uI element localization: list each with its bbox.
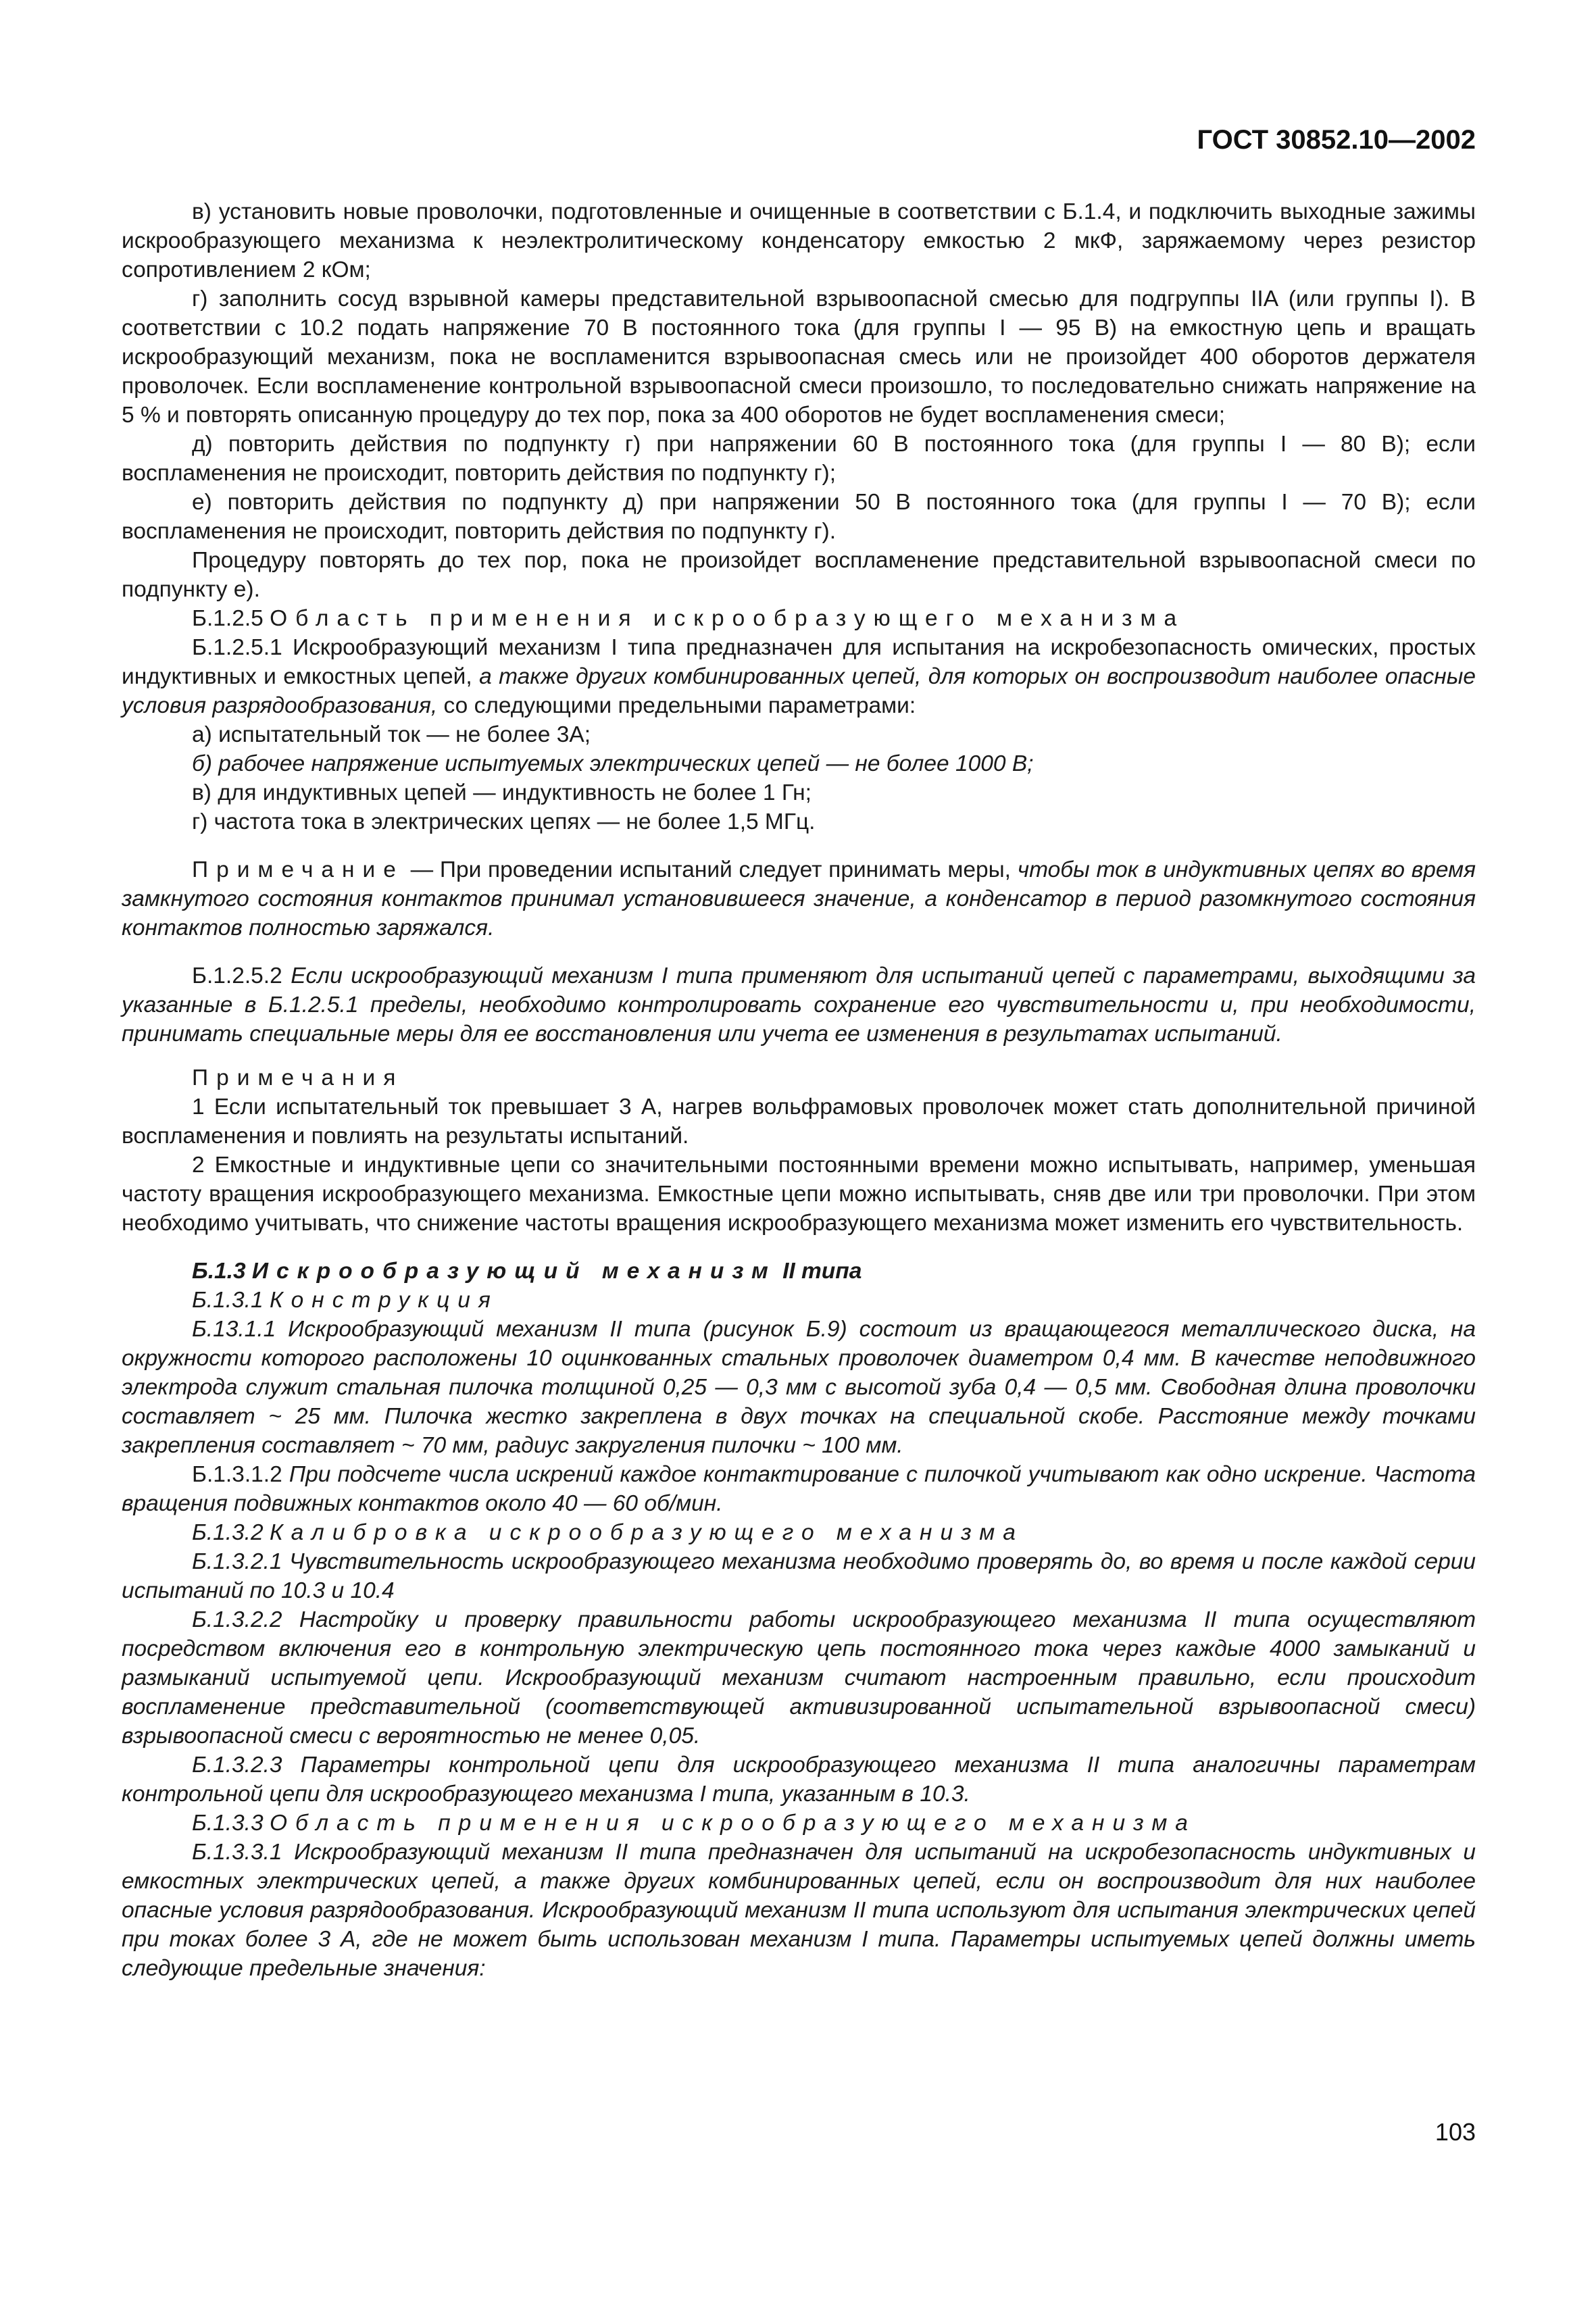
subsection-heading (122, 1518, 1476, 1547)
subsection-heading (122, 1286, 1476, 1315)
list-item: б) рабочее напряжение испытуемых электрических цепей — не более 1000 В; (192, 751, 1034, 776)
section-title: Область применения искрообразующего механизма (269, 1811, 1196, 1836)
paragraph: Б.13.1.1 Искрообразующий механизм II типа (рисунок Б.9) состоит из вращающегося металлического диска, на окружности которого расположены 10 оцинкованных стальных проволочек диаметром 0,4 мм. В качестве неподвижного электрода служит стальная пилочка толщиной 0,25 — 0,3 мм с высотой зуба 0,4 — 0,5 мм. Свободная длина проволочки составляет ~ 25 мм. Пилочка жестко закреплена в двух точках на специальной скобе. Расстояние между точками закрепления составляет ~ 70 мм, радиус закругления пилочки ~ 100 мм. (122, 1317, 1476, 1458)
note-item: 1 Если испытательный ток превышает 3 А, нагрев вольфрамовых проволочек может стать дополнительной причиной воспламенения и повлиять на результаты испытаний. (122, 1095, 1476, 1149)
text-run: Б.1.3.1.2 (192, 1462, 282, 1487)
standard-header: ГОСТ 30852.10—2002 (1197, 125, 1476, 155)
paragraph: Б.1.3.2.3 Параметры контрольной цепи для искрообразующего механизма II типа аналогичны параметрам контрольной цепи для искрообразующего механизма I типа, указанным в 10.3. (122, 1753, 1476, 1807)
list-item: а) испытательный ток — не более 3А; (192, 722, 591, 747)
paragraph: д) повторить действия по подпункту г) при напряжении 60 В постоянного тока (для группы I — 80 В); если воспламенения не происходит, повторить действия по подпункту г); (122, 432, 1476, 486)
paragraph: Процедуру повторять до тех пор, пока не произойдет воспламенение представительной взрывоопасной смеси по подпункту е). (122, 548, 1476, 602)
section-title: Калибровка искрообразующего механизма (269, 1520, 1024, 1545)
paragraph: г) заполнить сосуд взрывной камеры представительной взрывоопасной смесью для подгруппы IIA (или группы I). В соответствии с 10.2 подать напряжение 70 В постоянного тока (для группы I — 95 В) на емкостную цепь и вращать искрообразующий механизм, пока не воспламенится взрывоопасная смесь или не произойдет 400 оборотов держателя проволочек. Если воспламенение контрольной взрывоопасной смеси произошло, то последовательно снижать напряжение на 5 % и повторять описанную процедуру до тех пор, пока за 400 оборотов не будет воспламенения смеси; (122, 286, 1476, 428)
section-title-suffix: II типа (782, 1259, 862, 1284)
text-run: Б.1.2.5.1 Искрообразующий механизм I типа предназначен для испытания на искробезопасность омических, простых индуктивных и емкостных цепей, (122, 635, 1476, 689)
text-run-italic: Если искрообразующий механизм I типа применяют для испытаний цепей с параметрами, выходящими за указанные в Б.1.2.5.1 пределы, необходимо контролировать сохранение его чувствительности и, при необходимости, принимать специальные меры для ее восстановления или учета ее изменения в результатах испытаний. (122, 963, 1476, 1047)
section-title: Искрообразующий механизм (251, 1259, 776, 1284)
paragraph: Б.1.3.2.2 Настройку и проверку правильности работы искрообразующего механизма II типа осуществляют посредством включения его в контрольную электрическую цепь постоянного тока через каждые 4000 замыканий и размыканий испытуемой цепи. Искрообразующий механизм считают настроенным правильно, если происходит воспламенение представительной (соответствующей активизированной испытательной взрывоопасной смеси) взрывоопасной смеси с вероятностью не менее 0,05. (122, 1607, 1476, 1749)
text-run-italic: При подсчете числа искрений каждое контактирование с пилочкой учитывают как одно искрение. Частота вращения подвижных контактов около 40 — 60 об/мин. (122, 1462, 1476, 1516)
section-number: Б.1.3.2 (192, 1520, 264, 1545)
paragraph (122, 1460, 1476, 1518)
text-run: со следующими предельными параметрами: (443, 693, 916, 718)
list-item: г) частота тока в электрических цепях — не более 1,5 МГц. (192, 809, 816, 834)
paragraph: в) установить новые проволочки, подготовленные и очищенные в соответствии с Б.1.4, и подключить выходные зажимы искрообразующего механизма к неэлектролитическому конденсатору емкостью 2 мкФ, заряжаемому через резистор сопротивлением 2 кОм; (122, 199, 1476, 282)
note-item: 2 Емкостные и индуктивные цепи со значительными постоянными времени можно испытывать, например, уменьшая частоту вращения искрообразующего механизма. Емкостные цепи можно испытывать, сняв две или три проволочки. При этом необходимо учитывать, что снижение частоты вращения искрообразующего механизма может изменить его чувствительность. (122, 1153, 1476, 1236)
text-run-italic: а также других комбинированных цепей, для которых он воспроизводит наиболее опасные условия разрядообразования, (122, 664, 1476, 718)
section-heading (122, 1257, 1476, 1286)
note (122, 855, 1476, 942)
section-number: Б.1.3.1 (192, 1288, 264, 1313)
paragraph (122, 961, 1476, 1049)
list-item: в) для индуктивных цепей — индуктивность не более 1 Гн; (192, 780, 812, 805)
page-number: 103 (1435, 2118, 1476, 2146)
paragraph: Б.1.3.3.1 Искрообразующий механизм II типа предназначен для испытаний на искробезопасность индуктивных и емкостных электрических цепей, а также других комбинированных цепей, если он воспроизводит для них наиболее опасные условия разрядообразования. Искрообразующий механизм II типа используют для испытания электрических цепей при токах более 3 А, где не может быть использован механизм I типа. Параметры испытуемых цепей должны иметь следующие предельные значения: (122, 1840, 1476, 1981)
paragraph (122, 633, 1476, 720)
notes-label: Примечания (192, 1065, 404, 1090)
paragraph: Б.1.3.2.1 Чувствительность искрообразующего механизма необходимо проверять до, во время и после каждой серии испытаний по 10.3 и 10.4 (122, 1549, 1476, 1603)
section-number: Б.1.2.5 (192, 606, 264, 631)
section-heading (122, 604, 1476, 633)
section-title: Конструкция (269, 1288, 499, 1313)
notes-heading (122, 1063, 1476, 1092)
note-label: Примечание (192, 857, 404, 882)
document-body (122, 197, 1476, 1983)
section-number: Б.1.3.3 (192, 1811, 264, 1836)
text-run: — При проведении испытаний следует принимать меры, (410, 857, 1011, 882)
text-run-italic: чтобы ток в индуктивных цепях во время замкнутого состояния контактов принимал установившееся значение, а конденсатор в период разомкнутого состояния контактов полностью заряжался. (122, 857, 1476, 940)
section-title: Область применения искрообразующего механизма (270, 606, 1185, 631)
subsection-heading (122, 1809, 1476, 1838)
paragraph: е) повторить действия по подпункту д) при напряжении 50 В постоянного тока (для группы I — 70 В); если воспламенения не происходит, повторить действия по подпункту г). (122, 490, 1476, 544)
text-run: Б.1.2.5.2 (192, 963, 282, 988)
section-number: Б.1.3 (192, 1259, 246, 1284)
